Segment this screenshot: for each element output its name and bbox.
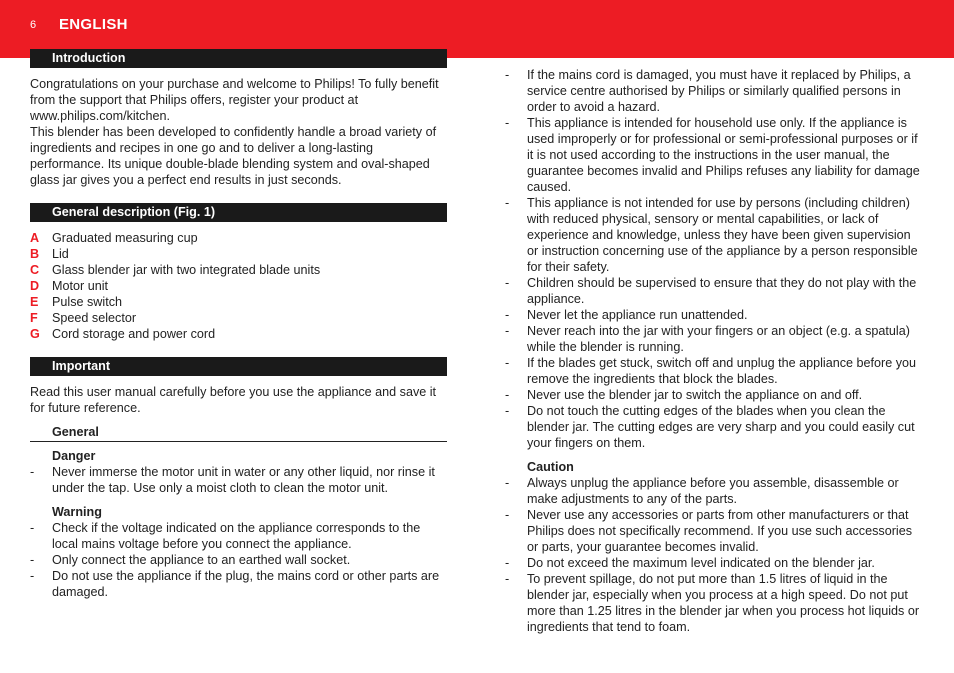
warning-list-part2: [505, 67, 925, 451]
list-item: - Only connect the appliance to an earthed wall socket.: [30, 552, 447, 568]
important-intro: Read this user manual carefully before you use the appliance and save it for future reference.: [30, 385, 437, 415]
list-item: - Never use any accessories or parts from other manufacturers or that Philips does not specifically recommend. If you use such accessories or parts, your guarantee becomes invalid.: [505, 507, 925, 555]
list-item: - Never let the appliance run unattended.: [505, 307, 925, 323]
subheading-warning: Warning: [52, 505, 102, 519]
section-heading-important: Important: [30, 357, 447, 376]
intro-paragraph: [30, 76, 447, 124]
section-heading-general-description: General description (Fig. 1): [30, 203, 447, 222]
danger-list: [30, 464, 447, 496]
part-letter: C: [30, 263, 40, 277]
warning-list-part1: [30, 520, 447, 600]
list-item: - To prevent spillage, do not put more than 1.5 litres of liquid in the blender jar, especially when you process at a high speed. Do not put more than 1.25 litres in the blender jar when you process hot liquids or ingredients that tend to foam.: [505, 571, 925, 635]
section-heading-introduction: Introduction: [30, 49, 447, 68]
list-item: - Never reach into the jar with your fingers or an object (e.g. a spatula) while the blender is running.: [505, 323, 925, 355]
part-label: Cord storage and power cord: [52, 327, 216, 341]
list-item: - This appliance is intended for household use only. If the appliance is used improperly or for professional or semi-professional purposes or if it is not used according to the instructions in the user manual, the guarantee becomes invalid and Philips refuses any liability for damage caused.: [505, 115, 925, 195]
list-item: - Do not exceed the maximum level indicated on the blender jar.: [505, 555, 925, 571]
list-item: [30, 262, 447, 278]
part-letter: E: [30, 295, 39, 309]
intro-description: This blender has been developed to confidently handle a broad variety of ingredients and recipes in one go and to deliver a long-lasting performance. Its unique double-blade blending system and oval-shaped glass jar gives you a perfect end results in just seconds.: [30, 125, 437, 187]
part-label: Pulse switch: [52, 295, 122, 309]
part-letter: B: [30, 247, 40, 261]
list-item: [30, 326, 447, 342]
intro-period: .: [166, 109, 170, 123]
part-label: Graduated measuring cup: [52, 231, 198, 245]
part-label: Speed selector: [52, 311, 137, 325]
subheading-caution: Caution: [527, 460, 574, 474]
intro-text: Congratulations on your purchase and welcome to Philips! To fully benefit from the support that Philips offers, register your product at: [30, 77, 439, 107]
part-label: Glass blender jar with two integrated blade units: [52, 263, 321, 277]
left-column: [30, 49, 447, 600]
part-letter: F: [30, 311, 38, 325]
part-label: Motor unit: [52, 279, 108, 293]
list-item: - Never use the blender jar to switch the appliance on and off.: [505, 387, 925, 403]
list-item: - Check if the voltage indicated on the appliance corresponds to the local mains voltage before you connect the appliance.: [30, 520, 447, 552]
list-item: [30, 230, 447, 246]
philips-kitchen-link[interactable]: www.philips.com/kitchen: [30, 109, 167, 123]
page-number: 6: [30, 19, 37, 31]
list-item: [30, 246, 447, 262]
part-label: Lid: [52, 247, 69, 261]
list-item: - Do not use the appliance if the plug, the mains cord or other parts are damaged.: [30, 568, 447, 600]
list-item: - This appliance is not intended for use by persons (including children) with reduced physical, sensory or mental capabilities, or lack of experience and knowledge, unless they have been given supervision or instruction concerning use of the appliance by a person responsible for their safety.: [505, 195, 925, 275]
list-item: - Always unplug the appliance before you assemble, disassemble or make adjustments to any of the parts.: [505, 475, 925, 507]
part-letter: A: [30, 231, 40, 245]
list-item: - If the mains cord is damaged, you must have it replaced by Philips, a service centre authorised by Philips or similarly qualified persons in order to avoid a hazard.: [505, 67, 925, 115]
right-column: [505, 67, 925, 635]
list-item: - Never immerse the motor unit in water or any other liquid, nor rinse it under the tap. Use only a moist cloth to clean the motor unit.: [30, 464, 447, 496]
list-item: [30, 278, 447, 294]
parts-list: [30, 230, 447, 342]
part-letter: G: [30, 327, 40, 341]
part-letter: D: [30, 279, 40, 293]
list-item: - Children should be supervised to ensure that they do not play with the appliance.: [505, 275, 925, 307]
list-item: [30, 310, 447, 326]
subheading-general: General: [30, 424, 447, 442]
subheading-danger: Danger: [52, 449, 96, 463]
list-item: - If the blades get stuck, switch off and unplug the appliance before you remove the ingredients that block the blades.: [505, 355, 925, 387]
list-item: - Do not touch the cutting edges of the blades when you clean the blender jar. The cutting edges are very sharp and you could easily cut your fingers on them.: [505, 403, 925, 451]
language-title: ENGLISH: [59, 16, 128, 33]
caution-list: [505, 475, 925, 635]
list-item: [30, 294, 447, 310]
